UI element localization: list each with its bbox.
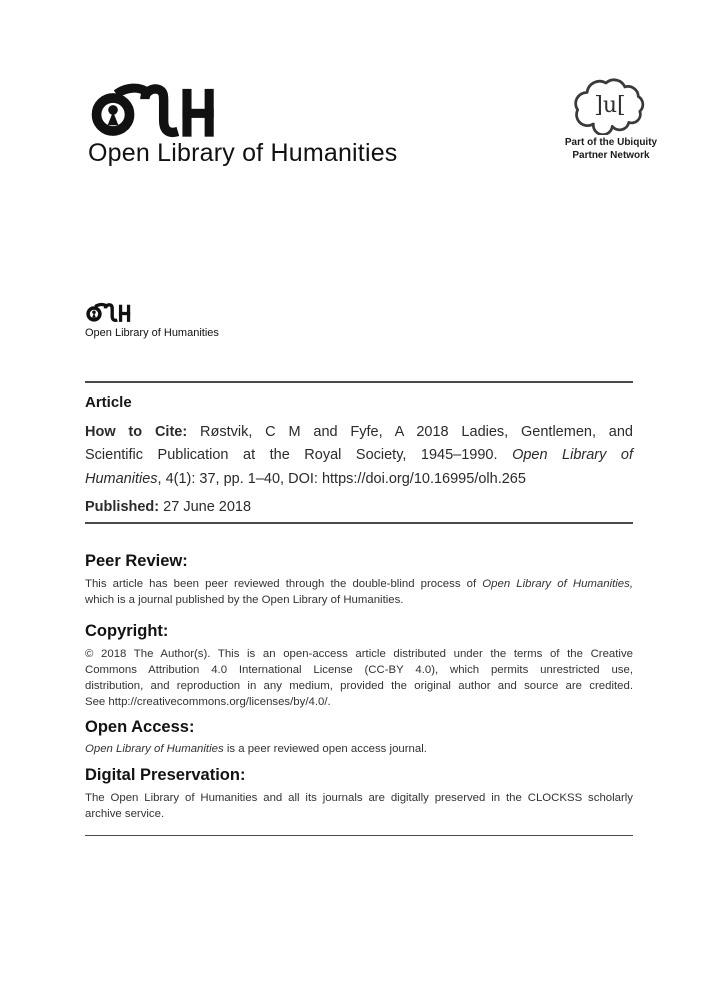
peer-review-heading: Peer Review:: [85, 551, 188, 570]
divider-top: [85, 381, 633, 383]
ubiquity-caption-line2: Partner Network: [572, 149, 650, 161]
digital-preservation-heading: Digital Preservation:: [85, 765, 246, 784]
open-access-body: Open Library of Humanities is a peer reviewed open access journal.: [85, 742, 427, 755]
how-to-cite: How to Cite: Røstvik, C M and Fyfe, A 2018 Ladies, Gentlemen, and Scientific Publication at the Royal Society, 1945–1990. Open Library of Humanities, 4(1): 37, pp. 1–40, DOI: https://doi.org/10.16995/olh.265: [85, 423, 633, 487]
article-type-label: Article: [85, 393, 132, 411]
copyright-heading: Copyright:: [85, 621, 169, 640]
section-peer-review: [85, 551, 633, 608]
divider-bottom: [85, 835, 633, 837]
olh-journal-mark-text: Open Library of Humanities: [85, 327, 219, 339]
ubiquity-glyph: ]u[: [593, 93, 626, 119]
published-line: Published: 27 June 2018: [85, 499, 252, 515]
olh-logo-icon: [88, 82, 216, 139]
divider-middle: [85, 522, 633, 524]
section-digital-preservation: [85, 765, 633, 822]
olh-journal-mark: [85, 302, 219, 339]
copyright-body: © 2018 The Author(s). This is an open-access article distributed under the terms of the Creative Commons Attribution 4.0 International License (CC-BY 4.0), which permits unrestricted use, distribution, and reproduction in any medium, provided the original author and source are credited. See http://creativecommons.org/licenses/by/4.0/.: [85, 647, 633, 708]
olh-brand-text: Open Library of Humanities: [88, 139, 398, 167]
section-open-access: [85, 717, 633, 757]
ubiquity-cloud-icon: [564, 72, 659, 135]
front-matter: [85, 381, 633, 836]
open-access-heading: Open Access:: [85, 717, 195, 736]
digital-preservation-body: The Open Library of Humanities and all its journals are digitally preserved in the CLOCKSS scholarly archive service.: [85, 791, 633, 820]
section-copyright: [85, 621, 633, 710]
ubiquity-caption-line1: Part of the Ubiquity: [564, 137, 658, 148]
peer-review-body: This article has been peer reviewed through the double-blind process of Open Library of Humanities, which is a journal published by the Open Library of Humanities.: [85, 577, 633, 606]
ubiquity-badge: [556, 72, 666, 162]
olh-logo-small-icon: [85, 302, 131, 323]
olh-logo: [88, 82, 448, 166]
ubiquity-caption: [556, 137, 666, 162]
